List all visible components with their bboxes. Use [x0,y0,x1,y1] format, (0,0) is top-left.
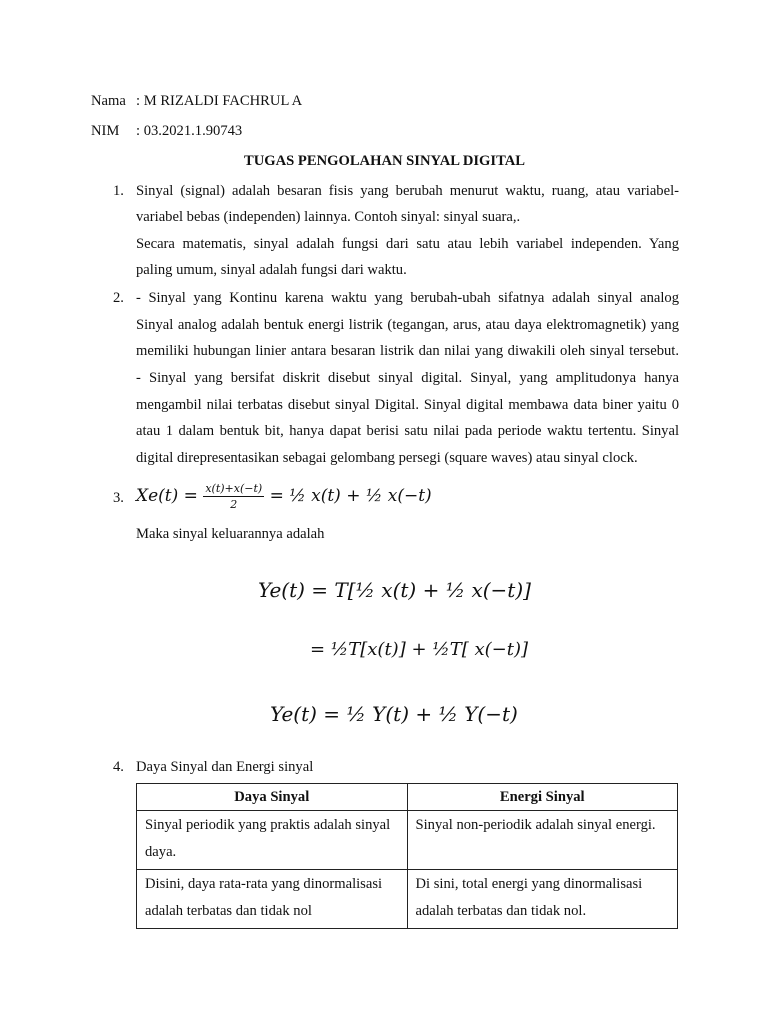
item-2-line-4: - Sinyal yang bersifat diskrit disebut sinyal digital. Sinyal, yang amplitudonya hanya [136,370,679,386]
equation-xe-numerator: x(t)+x(−t) [205,482,263,495]
item-number-3: 3. [113,490,124,506]
table-row [137,870,678,929]
item-number-2: 2. [113,290,124,306]
item-2-line-3: memiliki hubungan linier antara besaran listrik dan nilai yang diwakili oleh sinyal tersebut. [136,343,679,359]
nim-label: NIM [91,123,120,139]
item-2-line-5: mengambil nilai terbatas disebut sinyal Digital. Sinyal digital membawa data biner yaitu 0 [136,397,679,413]
name-value: : M RIZALDI FACHRUL A [136,93,303,109]
table-header-energi: Energi Sinyal [407,784,678,811]
equation-ye-2: = ½T[x(t)] + ½T[ x(−t)] [310,639,528,660]
item-2-line-2: Sinyal analog adalah bentuk energi listrik (tegangan, arus, atau daya elektromagnetik) yang [136,317,679,333]
equation-xe-fraction [203,481,264,512]
item-4-text: Daya Sinyal dan Energi sinyal [136,759,314,775]
item-1-line-4: paling umum, sinyal adalah fungsi dari waktu. [136,262,407,278]
item-2-line-1: - Sinyal yang Kontinu karena waktu yang berubah-ubah sifatnya adalah sinyal analog [136,290,679,306]
table-cell: Sinyal non-periodik adalah sinyal energi. [407,811,678,870]
equation-xe-rhs: = ½ x(t) + ½ x(−t) [269,486,432,506]
page-title: TUGAS PENGOLAHAN SINYAL DIGITAL [244,153,525,169]
item-number-1: 1. [113,183,124,199]
table-cell: Disini, daya rata-rata yang dinormalisasi adalah terbatas dan tidak nol [137,870,408,929]
item-1-line-3: Secara matematis, sinyal adalah fungsi dari satu atau lebih variabel independen. Yang [136,236,679,252]
name-label: Nama [91,93,126,109]
equation-xe-denominator: 2 [230,498,238,511]
equation-xe-lhs: Xe(t) = [136,486,198,506]
table-header-row [137,784,678,811]
item-2-line-6: atau 1 dalam bentuk bit, hanya dapat berisi satu nilai pada periode waktu tertentu. Sinyal [136,423,679,439]
item-1-line-1: Sinyal (signal) adalah besaran fisis yang berubah menurut waktu, ruang, atau variabel- [136,183,679,199]
table-cell: Sinyal periodik yang praktis adalah sinyal daya. [137,811,408,870]
item-number-4: 4. [113,759,124,775]
equation-ye-1: Ye(t) = T[½ x(t) + ½ x(−t)] [258,578,531,602]
signal-comparison-table [136,783,678,929]
item-1-line-2: variabel bebas (independen) lainnya. Contoh sinyal: sinyal suara,. [136,209,521,225]
table-cell: Di sini, total energi yang dinormalisasi adalah terbatas dan tidak nol. [407,870,678,929]
item-3-text: Maka sinyal keluarannya adalah [136,526,325,542]
item-2-line-7: digital direpresentasikan sebagai gelombang persegi (square waves) atau sinyal clock. [136,450,638,466]
table-header-daya: Daya Sinyal [137,784,408,811]
table-row [137,811,678,870]
nim-value: : 03.2021.1.90743 [136,123,243,139]
equation-ye-3: Ye(t) = ½ Y(t) + ½ Y(−t) [270,702,518,726]
equation-xe [136,476,432,516]
